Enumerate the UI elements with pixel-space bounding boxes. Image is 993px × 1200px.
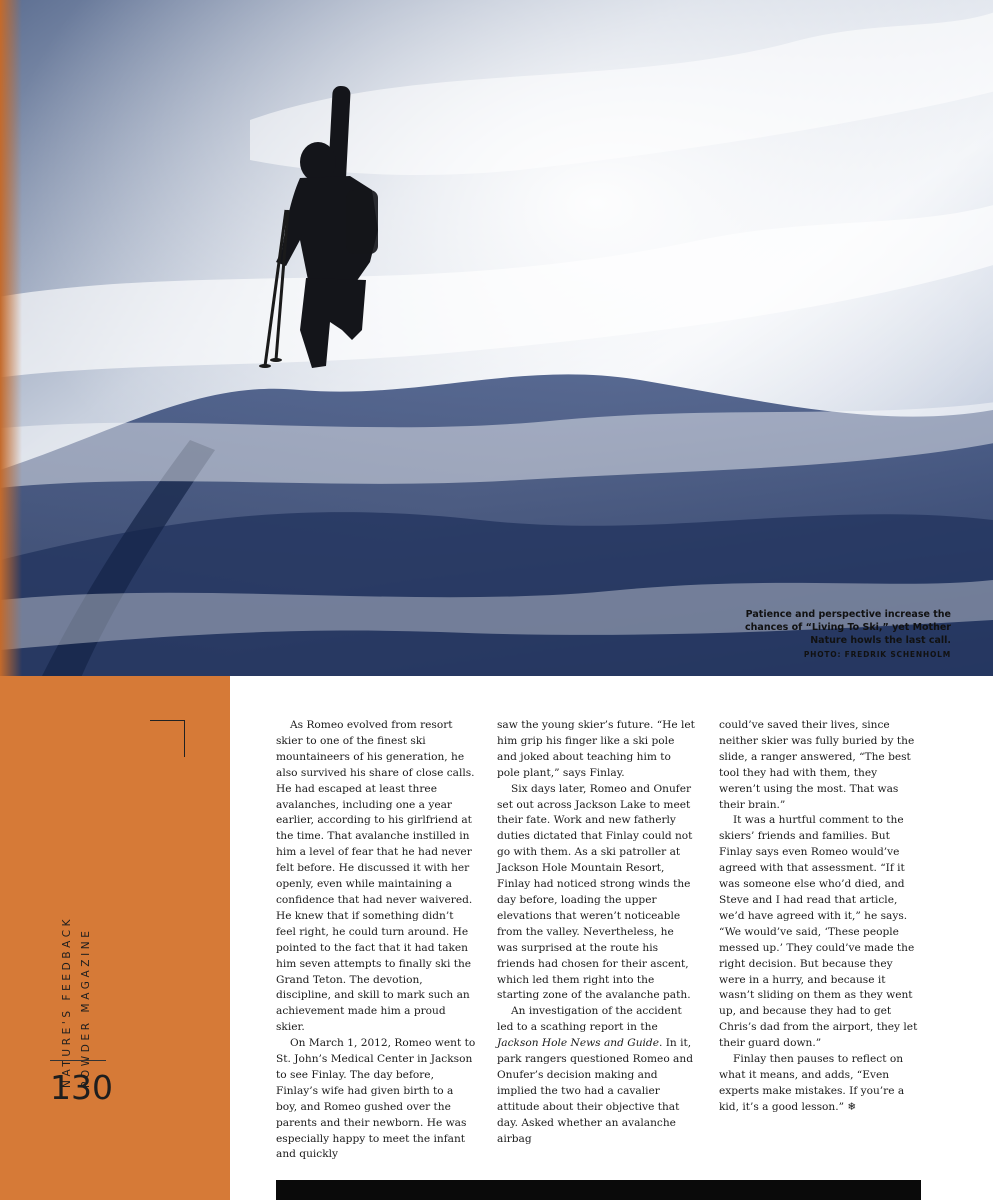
- paragraph-continued: saw the young skier’s future. “He let him grip his finger like a ski pole and joked about teaching him to pole plant,” says Finlay.: [497, 719, 695, 779]
- section-title: NATURE'S FEEDBACK: [61, 915, 73, 1088]
- paragraph: It was a hurtful comment to the skiers’ friends and families. But Finlay says even Romeo would’ve agreed with that assessment. “If it was someone else who’d died, and Steve and I had read that article, we’d have agreed with it,” he says. “We would’ve said, ‘These people messed up.’ They could’ve made the right decision. But because they were in a hurry, and because it wasn’t sliding on them as they went up, and because they had to get Chris’s dad from the airport, they let their guard down.”: [719, 814, 918, 1050]
- caption-line: Nature howls the last call.: [810, 635, 951, 646]
- paragraph: Six days later, Romeo and Onufer set out across Jackson Lake to meet their fate. Work and new fatherly duties dictated that Finlay could not go with them. As a ski patroller at Jackson Hole Mountain Resort, Finlay had noticed strong winds the day before, loading the upper elevations that weren’t noticeable from the valley. Nevertheless, he was surprised at the route his friends had chosen for their ascent, which led them right into the starting zone of the avalanche path.: [497, 782, 693, 1002]
- text-run: In it, park rangers questioned Romeo and Onufer’s decision making and implied the two had a cavalier attitude about their objective that day. Asked whether an avalanche airbag: [497, 1037, 693, 1145]
- text-run: An investigation of the accident led to a scathing report in the: [497, 1005, 682, 1034]
- photo-credit: PHOTO: FREDRIK SCHENHOLM: [803, 650, 951, 659]
- article-column-3: [719, 718, 919, 1116]
- magazine-title: POWDER MAGAZINE: [80, 927, 92, 1088]
- caption-line: Patience and perspective increase the: [745, 609, 951, 620]
- bottom-black-bar: [276, 1180, 921, 1200]
- publication-title: Jackson Hole News and Guide.: [497, 1037, 663, 1050]
- paragraph: As Romeo evolved from resort skier to one of the finest ski mountaineers of his generation, he also survived his share of close calls. He had escaped at least three avalanches, including one a year earlier, according to his girlfriend at the time. That avalanche instilled in him a level of fear that he had never felt before. He discussed it with her openly, even while maintaining a confidence that had never waivered. He knew that if something didn’t feel right, he could turn around. He pointed to the fact that it had taken him seven attempts to finally ski the Grand Teton. The devotion, discipline, and skill to mark such an achievement made him a proud skier.: [276, 719, 475, 1034]
- paragraph-continued: could’ve saved their lives, since neither skier was fully buried by the slide, a ranger answered, “The best tool they had with them, they weren’t using the most. That was their brain.”: [719, 719, 915, 811]
- photo-caption: [711, 608, 951, 661]
- article-body: [0, 718, 993, 1161]
- paragraph: Finlay then pauses to reflect on what it means, and adds, “Even experts make mistakes. If you’re a kid, it’s a good lesson.” ❄: [719, 1053, 905, 1113]
- paragraph: [497, 1004, 697, 1147]
- caption-line: chances of “Living To Ski,” yet Mother: [745, 622, 951, 633]
- paragraph: On March 1, 2012, Romeo went to St. John’s Medical Center in Jackson to see Finlay. The day before, Finlay’s wife had given birth to a boy, and Romeo gushed over the parents and their newborn. He was especially happy to meet the infant and quickly: [276, 1037, 476, 1161]
- article-column-2: [497, 718, 697, 1147]
- article-column-1: [276, 718, 476, 1163]
- page-number: 130: [50, 1068, 113, 1107]
